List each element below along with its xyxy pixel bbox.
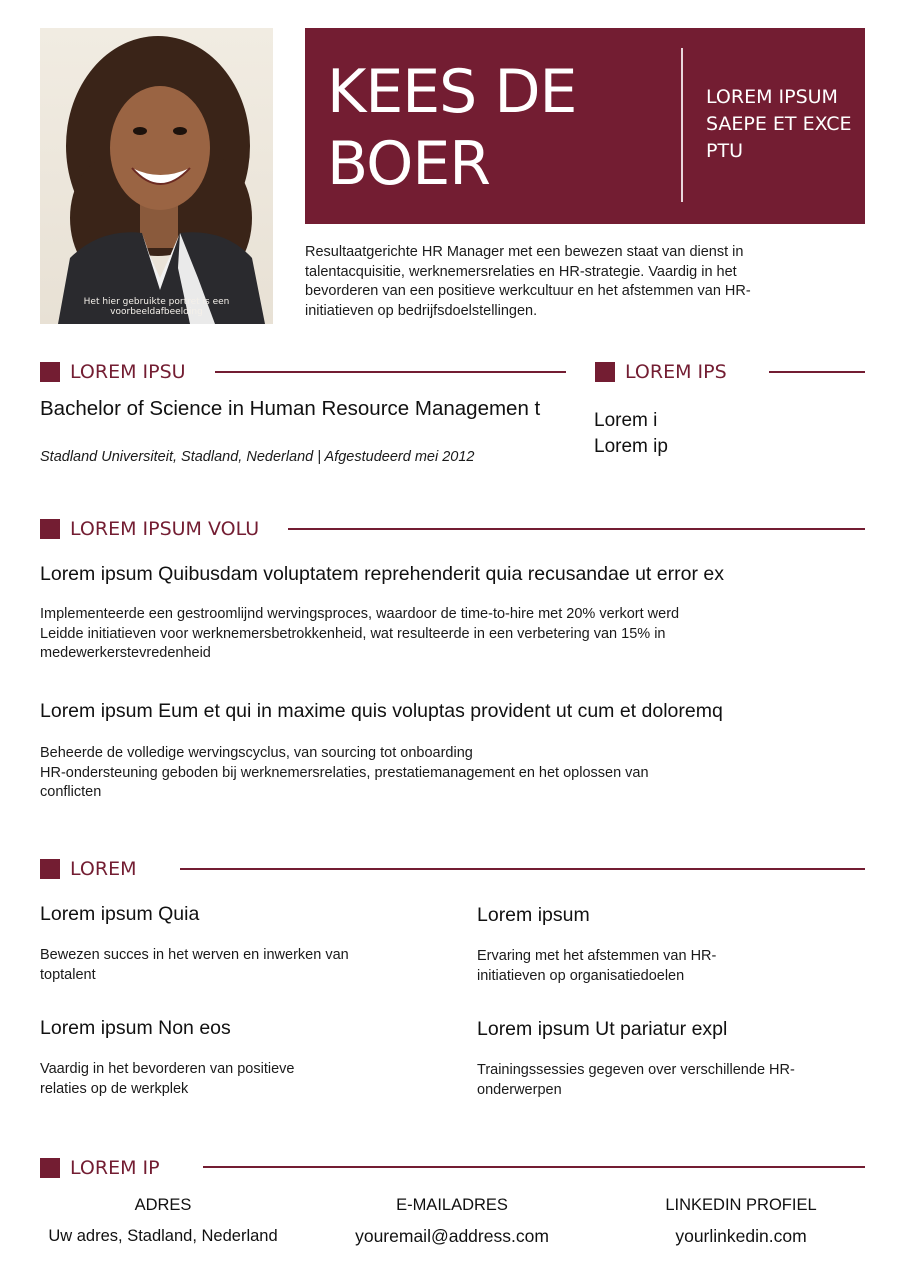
achievements-title: LOREM bbox=[70, 858, 137, 880]
candidate-name: KEES DE BOER bbox=[327, 57, 577, 199]
job-bullet: HR-ondersteuning geboden bij werknemersrelaties, prestatiemanagement en het oplossen van conflicten bbox=[40, 764, 649, 800]
education-degree: Bachelor of Science in Human Resource Managemen t bbox=[40, 397, 541, 420]
achievement-description: Bewezen succes in het werven en inwerken van toptalent bbox=[40, 947, 349, 983]
education-heading bbox=[40, 361, 186, 383]
address-value: Uw adres, Stadland, Nederland bbox=[48, 1227, 278, 1245]
linkedin-link[interactable]: yourlinkedin.com bbox=[675, 1226, 807, 1246]
portrait-illustration bbox=[40, 28, 273, 324]
skills-heading bbox=[595, 361, 727, 383]
photo-caption: Het hier gebruikte portret is een voorbeeldafbeelding bbox=[83, 297, 230, 317]
header-divider bbox=[681, 48, 683, 202]
achievement-title: Lorem ipsum Quia bbox=[40, 903, 200, 925]
section-marker bbox=[40, 859, 60, 879]
education-school: Stadland Universiteit, Stadland, Nederland | Afgestudeerd mei 2012 bbox=[40, 449, 475, 465]
experience-title: LOREM IPSUM VOLU bbox=[70, 518, 260, 540]
achievements-rule bbox=[180, 868, 865, 870]
contact-heading bbox=[40, 1157, 160, 1179]
linkedin-label: LINKEDIN PROFIEL bbox=[665, 1196, 817, 1214]
job-description bbox=[40, 744, 700, 803]
job-title: Lorem ipsum Quibusdam voluptatem reprehenderit quia recusandae ut error ex bbox=[40, 563, 724, 585]
section-marker bbox=[40, 362, 60, 382]
job-bullet: Leidde initiatieven voor werknemersbetrokkenheid, wat resulteerde in een verbetering van 15% in medewerkerstevredenheid bbox=[40, 625, 666, 661]
contact-rule bbox=[203, 1166, 865, 1168]
job-bullet: Beheerde de volledige wervingscyclus, van sourcing tot onboarding bbox=[40, 745, 473, 761]
experience-rule bbox=[288, 528, 865, 530]
skill-item: Lorem i bbox=[594, 410, 658, 431]
email-link[interactable]: youremail@address.com bbox=[355, 1226, 549, 1246]
skills-list bbox=[594, 408, 668, 460]
name-header bbox=[305, 28, 865, 224]
achievement-title: Lorem ipsum bbox=[477, 904, 590, 926]
education-title: LOREM IPSU bbox=[70, 361, 186, 383]
experience-heading bbox=[40, 518, 259, 540]
section-marker bbox=[40, 519, 60, 539]
job-title: Lorem ipsum Eum et qui in maxime quis voluptas provident ut cum et doloremq bbox=[40, 700, 723, 722]
email-label: E-MAILADRES bbox=[396, 1196, 508, 1214]
skill-item: Lorem ip bbox=[594, 436, 668, 457]
achievement-description: Ervaring met het afstemmen van HR-initiatieven op organisatiedoelen bbox=[477, 948, 717, 984]
achievement-description: Trainingssessies gegeven over verschillende HR-onderwerpen bbox=[477, 1062, 795, 1098]
section-marker bbox=[40, 1158, 60, 1178]
section-marker bbox=[595, 362, 615, 382]
skills-title: LOREM IPS bbox=[625, 361, 727, 383]
portrait-photo bbox=[40, 28, 273, 324]
job-description bbox=[40, 605, 760, 664]
contact-title: LOREM IP bbox=[70, 1157, 160, 1179]
achievement-description: Vaardig in het bevorderen van positieve relaties op de werkplek bbox=[40, 1061, 295, 1097]
job-bullet: Implementeerde een gestroomlijnd wervingsproces, waardoor de time-to-hire met 20% verkort werd bbox=[40, 606, 680, 622]
profile-summary: Resultaatgerichte HR Manager met een bewezen staat van dienst in talentacquisitie, werknemersrelaties en HR-strategie. Vaardig in het bevorderen van een positieve werkcultuur en het afstemmen van HR-initiatieven op bedrijfsdoelstellingen. bbox=[305, 244, 751, 319]
skills-rule bbox=[769, 371, 865, 373]
education-rule bbox=[215, 371, 566, 373]
achievement-title: Lorem ipsum Ut pariatur expl bbox=[477, 1018, 728, 1040]
achievements-heading bbox=[40, 858, 136, 880]
job-tagline: LOREM IPSUM SAEPE ET EXCE PTU bbox=[706, 86, 852, 162]
achievement-title: Lorem ipsum Non eos bbox=[40, 1017, 231, 1039]
address-label: ADRES bbox=[134, 1196, 192, 1214]
